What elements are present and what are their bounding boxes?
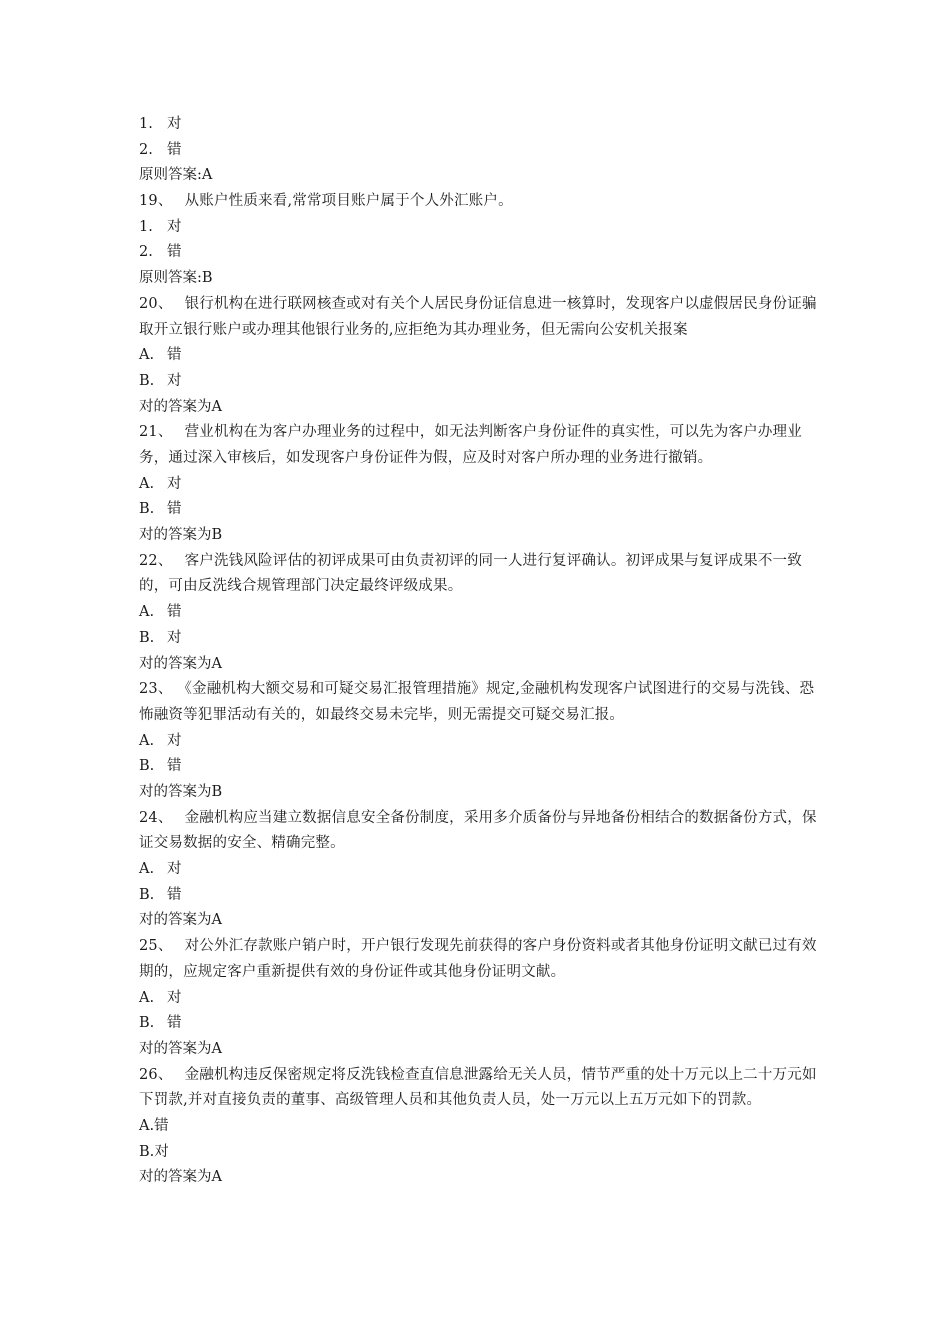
option-b xyxy=(139,1011,819,1037)
question-text xyxy=(139,1063,819,1114)
option-text: 对 xyxy=(167,116,182,132)
question-body: 金融机构违反保密规定将反洗钱检查直信息泄露给无关人员，情节严重的处十万元以上二十万元如下罚款,并对直接负责的董事、高级管理人员和其他负责人员，处一万元以上五万元如下的罚款。 xyxy=(139,1066,817,1109)
question-number: 23、 xyxy=(139,681,173,698)
answer-line: 对的答案为B xyxy=(139,527,223,544)
option-b xyxy=(139,369,819,395)
option-text: 错 xyxy=(167,758,182,775)
answer-line: 原则答案:B xyxy=(139,270,213,287)
option-b xyxy=(139,883,819,909)
question-20 xyxy=(139,292,819,420)
question-body: 从账户性质来看,常常项目账户属于个人外汇账户。 xyxy=(184,193,513,210)
question-body: 客户洗钱风险评估的初评成果可由负责初评的同一人进行复评确认。初评成果与复评成果不一致的，可由反洗线合规管理部门决定最终评级成果。 xyxy=(139,552,802,595)
option-key: B. xyxy=(139,1015,155,1032)
question-number: 20、 xyxy=(139,295,173,312)
answer-line: 对的答案为A xyxy=(139,398,222,415)
answer-line: 对的答案为A xyxy=(139,1040,222,1057)
answer-line: 对的答案为A xyxy=(139,655,222,672)
option-key: B. xyxy=(139,629,155,646)
option-2 xyxy=(139,138,819,164)
option-text: 对 xyxy=(167,861,182,878)
option-a xyxy=(139,472,819,498)
question-text xyxy=(139,677,819,728)
option-text: 对 xyxy=(154,1143,169,1160)
option-a xyxy=(139,857,819,883)
option-text: 对 xyxy=(167,989,182,1006)
question-text xyxy=(139,549,819,600)
question-body: 营业机构在为客户办理业务的过程中，如无法判断客户身份证件的真实性，可以先为客户办理业务，通过深入审核后，如发现客户身份证件为假，应及时对客户所办理的业务进行撤销。 xyxy=(139,424,802,466)
option-key: A. xyxy=(139,347,155,364)
option-key: 1. xyxy=(139,218,153,235)
question-number: 19、 xyxy=(139,193,173,210)
question-24 xyxy=(139,806,819,934)
option-key: B. xyxy=(139,372,155,389)
question-text xyxy=(139,420,819,471)
option-key: B. xyxy=(139,758,155,775)
answer-line: 对的答案为B xyxy=(139,784,223,801)
option-a xyxy=(139,1114,819,1140)
question-text xyxy=(139,292,819,343)
option-text: 错 xyxy=(167,244,182,261)
option-text: 对 xyxy=(167,475,182,492)
option-b xyxy=(139,497,819,523)
option-text: 对 xyxy=(167,732,182,749)
option-key: A. xyxy=(139,861,155,878)
option-key: B. xyxy=(139,1143,155,1160)
option-2 xyxy=(139,240,819,266)
option-text: 错 xyxy=(167,886,182,903)
option-key: A. xyxy=(139,604,155,621)
question-23 xyxy=(139,677,819,805)
option-text: 错 xyxy=(167,141,182,158)
document-page xyxy=(139,112,819,1191)
question-body: 银行机构在进行联网核查或对有关个人居民身份证信息进一核算时，发现客户以虚假居民身份证骗取开立银行账户或办理其他银行业务的,应拒绝为其办理业务，但无需向公安机关报案 xyxy=(139,295,817,338)
option-a xyxy=(139,986,819,1012)
option-text: 错 xyxy=(167,347,182,364)
option-key: 2. xyxy=(139,141,153,158)
question-body: 金融机构应当建立数据信息安全备份制度，采用多介质备份与异地备份相结合的数据备份方式，保证交易数据的安全、精确完整。 xyxy=(139,809,817,852)
answer-line: 原则答案:A xyxy=(139,167,213,184)
option-b xyxy=(139,1140,819,1166)
option-a xyxy=(139,343,819,369)
option-key: 1. xyxy=(139,116,153,132)
option-b xyxy=(139,754,819,780)
answer-line: 对的答案为A xyxy=(139,912,222,929)
option-b xyxy=(139,626,819,652)
option-a xyxy=(139,600,819,626)
question-25 xyxy=(139,934,819,1062)
option-key: 2. xyxy=(139,244,153,261)
option-text: 错 xyxy=(167,604,182,621)
question-21 xyxy=(139,420,819,548)
option-a xyxy=(139,729,819,755)
option-key: A. xyxy=(139,1118,155,1135)
option-text: 对 xyxy=(167,629,182,646)
question-number: 25、 xyxy=(139,938,173,955)
option-text: 对 xyxy=(167,372,182,389)
option-text: 对 xyxy=(167,218,182,235)
option-key: A. xyxy=(139,475,155,492)
question-body: 对公外汇存款账户销户时，开户银行发现先前获得的客户身份资料或者其他身份证明文献已过有效期的，应规定客户重新提供有效的身份证件或其他身份证明文献。 xyxy=(139,938,817,980)
option-key: B. xyxy=(139,886,155,903)
option-text: 错 xyxy=(154,1118,169,1135)
question-26 xyxy=(139,1063,819,1191)
question-number: 24、 xyxy=(139,809,173,826)
question-text xyxy=(139,934,819,985)
question-fragment-top xyxy=(139,112,819,189)
option-text: 错 xyxy=(167,1015,182,1032)
option-1 xyxy=(139,112,819,138)
question-number: 26、 xyxy=(139,1066,173,1083)
option-key: B. xyxy=(139,501,155,518)
question-text xyxy=(139,806,819,857)
option-key: A. xyxy=(139,989,155,1006)
option-text: 错 xyxy=(167,501,182,518)
question-number: 21、 xyxy=(139,424,173,441)
question-19 xyxy=(139,189,819,292)
answer-line: 对的答案为A xyxy=(139,1169,222,1186)
question-22 xyxy=(139,549,819,677)
question-body: 《金融机构大额交易和可疑交易汇报管理措施》规定,金融机构发现客户试图进行的交易与洗钱、恐怖融资等犯罪活动有关的，如最终交易未完毕，则无需提交可疑交易汇报。 xyxy=(139,681,815,723)
question-text xyxy=(139,189,819,215)
option-1 xyxy=(139,215,819,241)
question-number: 22、 xyxy=(139,552,173,569)
option-key: A. xyxy=(139,732,155,749)
